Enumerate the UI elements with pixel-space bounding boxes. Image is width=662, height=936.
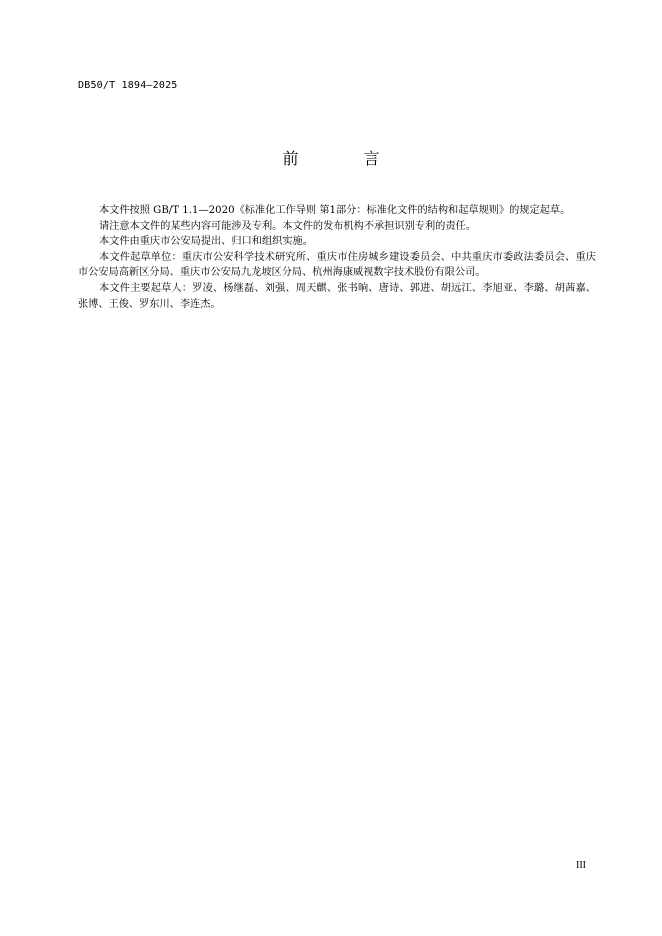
foreword-body <box>78 203 596 312</box>
page-title: 前 言 <box>282 149 410 168</box>
paragraph-proposer: 本文件由重庆市公安局提出、归口和组织实施。 <box>99 236 313 248</box>
paragraph-drafters: 本文件主要起草人：罗凌、杨继磊、刘强、周天麒、张书晌、唐诗、郭进、胡远江、李旭亚、李璐、胡茜嘉、张博、王俊、罗东川、李连杰。 <box>78 282 596 310</box>
document-number-header: DB50/T 1894—2025 <box>78 80 178 91</box>
paragraph-patent-notice: 请注意本文件的某些内容可能涉及专利。本文件的发布机构不承担识别专利的责任。 <box>99 220 476 232</box>
page-number: III <box>576 860 586 871</box>
paragraph-drafting-rules: 本文件按照 GB/T 1.1—2020《标准化工作导则 第1部分：标准化文件的结构和起草规则》的规定起草。 <box>99 205 571 216</box>
paragraph-drafting-units: 本文件起草单位：重庆市公安科学技术研究所、重庆市住房城乡建设委员会、中共重庆市委政法委员会、重庆市公安局高新区分局、重庆市公安局九龙坡区分局、杭州海康威视数字技术股份有限公司。 <box>78 251 596 279</box>
